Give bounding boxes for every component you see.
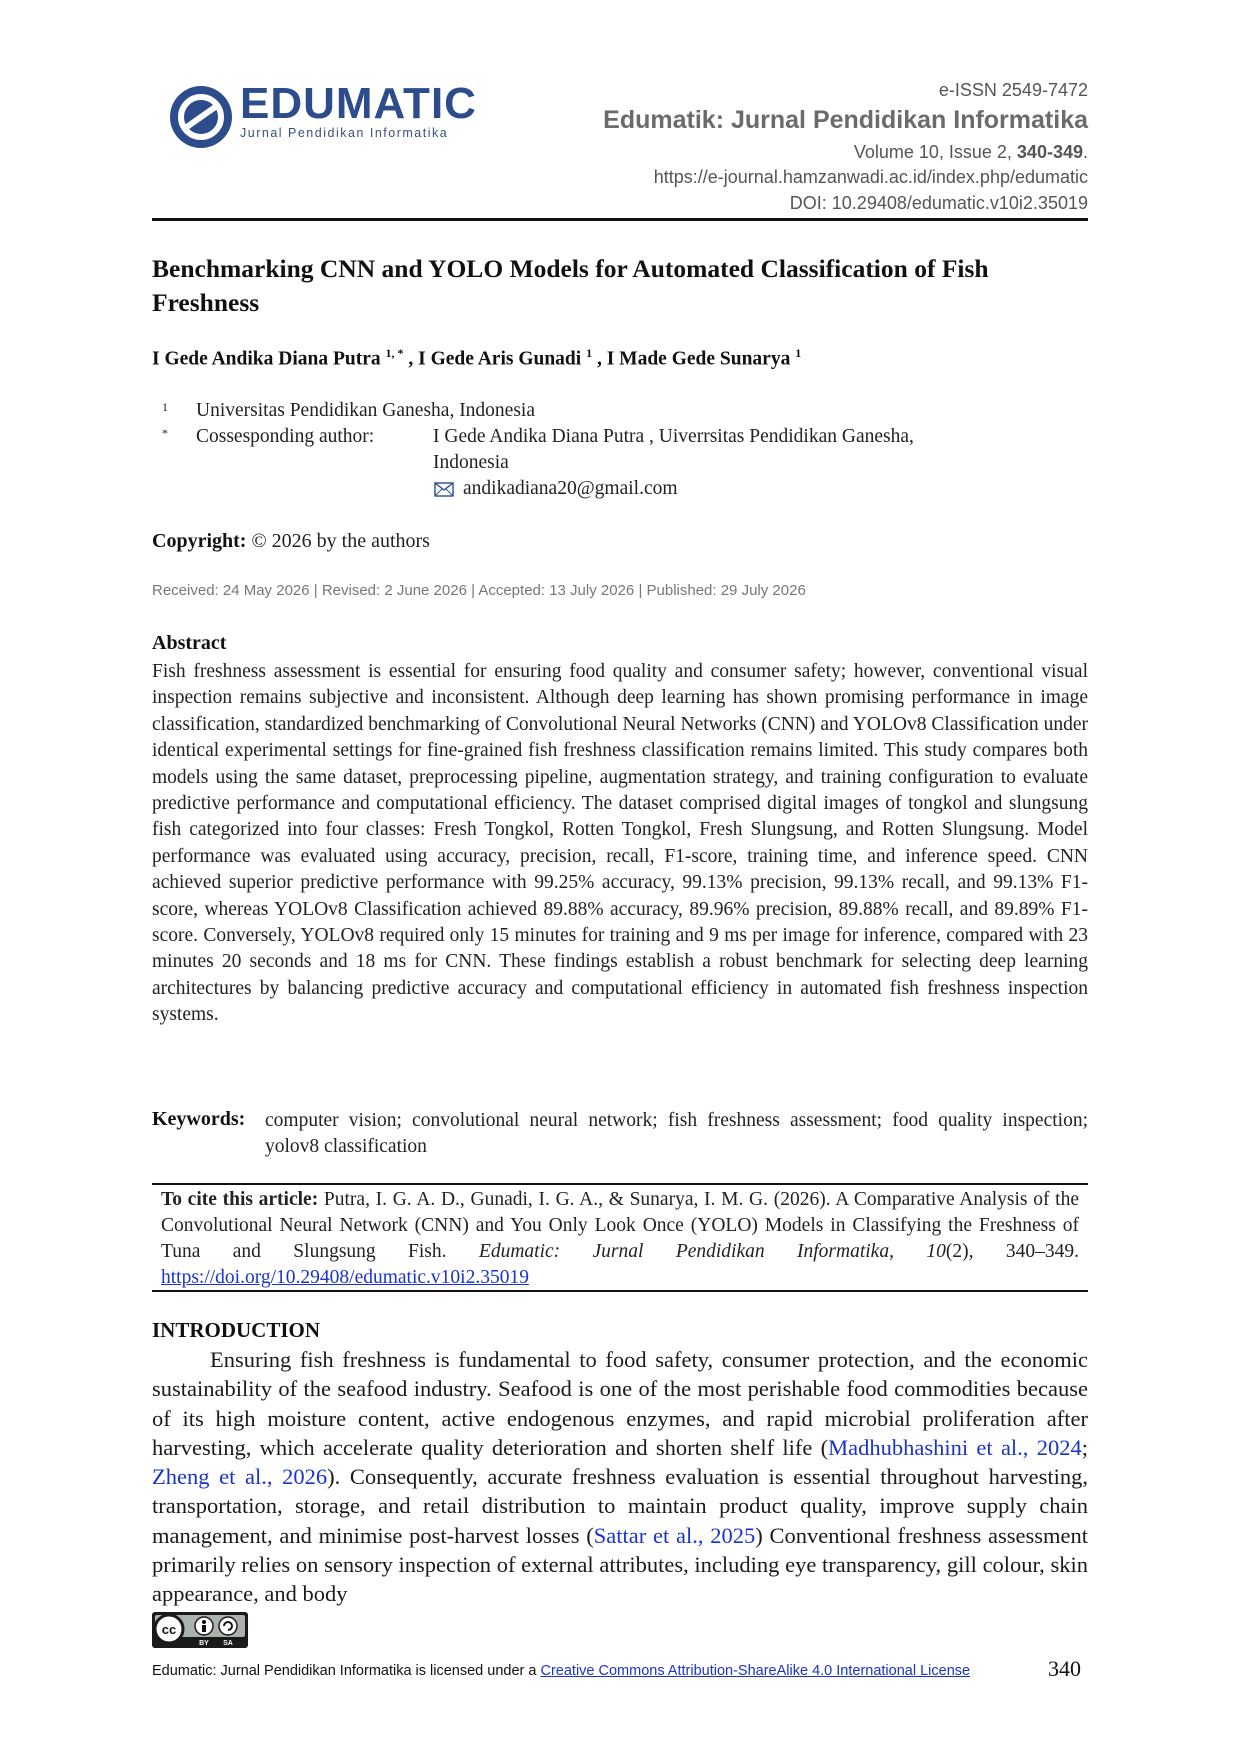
paper-title: Benchmarking CNN and YOLO Models for Automated Classification of Fish Freshness xyxy=(152,254,989,317)
corr-mark: * xyxy=(162,426,168,440)
introduction-heading: INTRODUCTION xyxy=(152,1318,321,1342)
volume-info: Volume 10, Issue 2, 340-349. xyxy=(853,142,1088,162)
copyright: Copyright: © 2026 by the authors xyxy=(152,530,430,552)
abstract-text: Fish freshness assessment is essential for ensuring food quality and consumer safety; however, conventional visual inspection remains subjective and inconsistent. Although deep learning has shown promising performance in image classification, standardized benchmarking of Convolutional Neural Networks (CNN) and YOLOv8 Classification under identical experimental settings for fine-grained fish freshness classification remains limited. This study compares both models using the same dataset, preprocessing pipeline, augmentation strategy, and training configuration to evaluate predictive performance and computational efficiency. The dataset comprised digital images of tongkol and slungsung fish categorized into four classes: Fresh Tongkol, Rotten Tongkol, Fresh Slungsung, and Rotten Slungsung. Model performance was evaluated using accuracy, precision, recall, F1-score, training time, and inference speed. CNN achieved superior predictive performance with 99.25% accuracy, 99.13% precision, 99.13% recall, and 99.13% F1-score, whereas YOLOv8 Classification achieved 89.88% accuracy, 89.96% precision, 89.88% recall, and 89.89% F1-score. Conversely, YOLOv8 required only 15 minutes for training and 9 ms per image for inference, compared with 23 minutes 20 seconds and 18 ms for CNN. These findings establish a robust benchmark for selecting deep learning architectures by balancing predictive accuracy and computational efficiency in automated fish freshness inspection systems. xyxy=(152,661,1088,1026)
introduction-body: Ensuring fish freshness is fundamental to food safety, consumer protection, and the economic sustainability of the seafood industry. Seafood is one of the most perishable food commodities because of its high moisture content, active endogenous enzymes, and rapid microbial proliferation after harvesting, which accelerate quality deterioration and shorten shelf life (Madhubhashini et al., 2024; Zheng et al., 2026). Consequently, accurate freshness evaluation is essential throughout harvesting, transportation, storage, and retail distribution to maintain product quality, improve supply chain management, and minimise post-harvest losses (Sattar et al., 2025) Conventional freshness assessment primarily relies on sensory inspection of external attributes, including eye transparency, gill colour, skin appearance, and body xyxy=(152,1347,1088,1607)
citation-box: To cite this article: Putra, I. G. A. D., Gunadi, I. G. A., & Sunarya, I. M. G. (2026). A Comparative Analysis of the Convolutional Neural Network (CNN) and You Only Look Once (YOLO) Models in Classifying the Freshness of Tuna and Slungsung Fish. Edumatic: Jurnal Pendidikan Informatika, 10(2), 340–349. https://doi.org/10.29408/edumatic.v10i2.35019 xyxy=(161,1189,1080,1288)
cc-by-sa-icon xyxy=(152,1612,248,1648)
author-email[interactable]: andikadiana20@gmail.com xyxy=(463,478,678,499)
author-name: I Gede Andika Diana Putra xyxy=(152,348,381,370)
journal-url[interactable]: https://e-journal.hamzanwadi.ac.id/index.php/edumatic xyxy=(653,167,1088,187)
submission-dates: Received: 24 May 2026 | Revised: 2 June 2026 | Accepted: 13 July 2026 | Published: 29 July 2026 xyxy=(152,582,806,599)
reference-link[interactable]: Zheng et al., 2026 xyxy=(152,1464,328,1490)
citation-rule-bottom xyxy=(152,1290,1088,1292)
svg-text:cc: cc xyxy=(161,1622,177,1637)
corr-label: Cossesponding author: xyxy=(196,426,375,447)
corr-line1: I Gede Andika Diana Putra , Uiverrsitas Pendidikan Ganesha, xyxy=(433,426,914,447)
journal-name: Edumatik: Jurnal Pendidikan Informatika xyxy=(603,106,1088,134)
author-list: I Gede Andika Diana Putra $^{1, *}$ , I Gede Aris Gunadi $^1$ , I Made Gede Sunarya $^1$ xyxy=(152,346,802,370)
logo-main-text: EDUMATIC xyxy=(240,79,477,128)
keywords-text: computer vision; convolutional neural network; fish freshness assessment; food quality inspection; yolov8 classification xyxy=(265,1110,1088,1157)
reference-link[interactable]: Sattar et al., 2025 xyxy=(593,1522,756,1548)
page-number: 340 xyxy=(1048,1656,1081,1681)
header-rule xyxy=(152,218,1088,221)
envelope-icon xyxy=(434,482,454,497)
license-link[interactable]: Creative Commons Attribution-ShareAlike 4.0 International License xyxy=(540,1663,971,1679)
citation-doi-link[interactable]: https://doi.org/10.29408/edumatic.v10i2.35019 xyxy=(161,1267,529,1288)
abstract-heading: Abstract xyxy=(152,632,227,654)
author-name: I Made Gede Sunarya xyxy=(606,348,791,370)
svg-text:SA: SA xyxy=(223,1640,233,1647)
issn: e-ISSN 2549-7472 xyxy=(938,80,1088,100)
citation-rule-top xyxy=(152,1183,1088,1185)
affiliation-text: Universitas Pendidikan Ganesha, Indonesia xyxy=(196,400,536,421)
affiliation-mark: 1 xyxy=(162,400,168,414)
author-name: I Gede Aris Gunadi xyxy=(418,348,582,370)
logo-sub-text: Jurnal Pendidikan Informatika xyxy=(240,126,449,140)
edumatic-logo-icon xyxy=(168,84,234,150)
license-footer: Edumatic: Jurnal Pendidikan Informatika is licensed under a Creative Commons Attribution-ShareAlike 4.0 International License xyxy=(152,1663,971,1679)
svg-text:BY: BY xyxy=(199,1640,209,1647)
keywords-label: Keywords: xyxy=(152,1108,246,1130)
header-doi: DOI: 10.29408/edumatic.v10i2.35019 xyxy=(789,193,1088,213)
corr-line2: Indonesia xyxy=(433,452,509,473)
reference-link[interactable]: Madhubhashini et al., 2024 xyxy=(828,1434,1082,1460)
page-range: 340-349 xyxy=(1016,142,1083,162)
